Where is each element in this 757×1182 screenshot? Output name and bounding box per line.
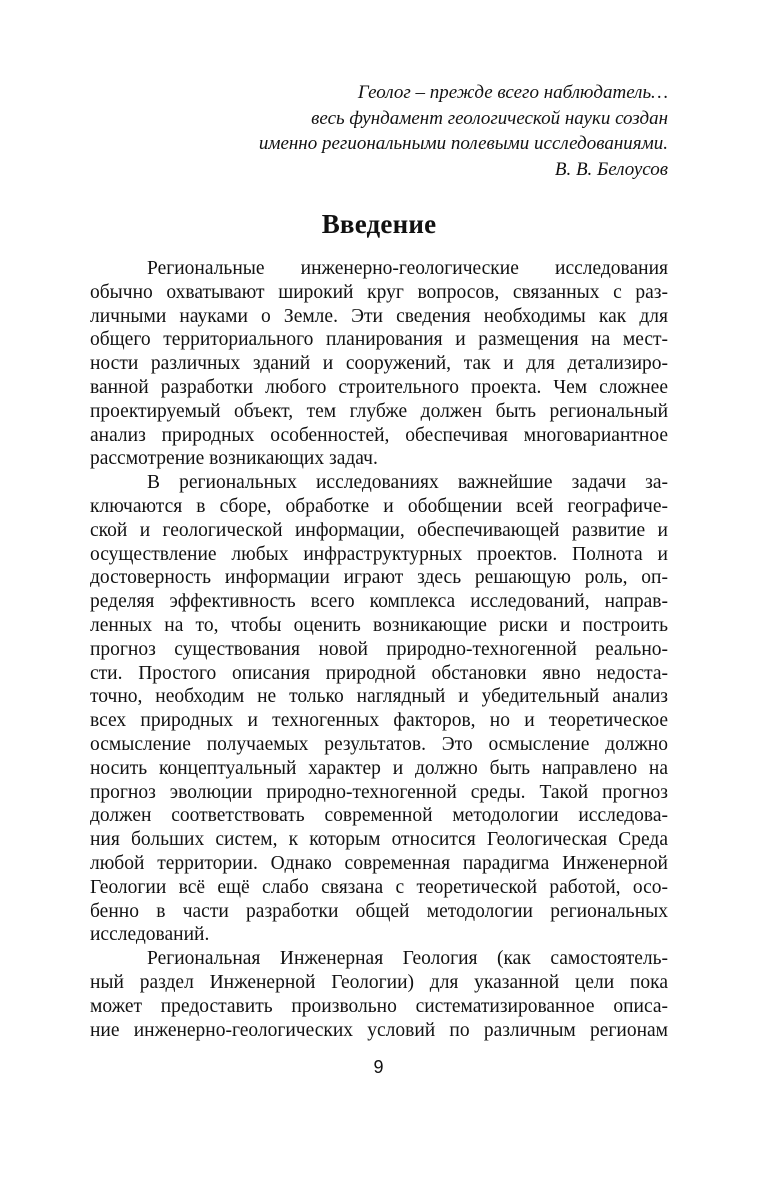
text-line: всех природных и техногенных факторов, но и теоретическое	[90, 710, 668, 732]
text-line: ванной разработки любого строительного проекта. Чем сложнее	[90, 376, 668, 398]
body-text	[90, 257, 668, 1042]
text-line: рассмотрение возникающих задач.	[90, 448, 378, 470]
epigraph-line: весь фундамент геологической науки создан	[311, 107, 668, 129]
text-line: ния больших систем, к которым относится Геологическая Среда	[90, 829, 668, 851]
text-line: бенно в части разработки общей методологии региональных	[90, 900, 668, 922]
text-line: личными науками о Земле. Эти сведения необходимы как для	[90, 305, 668, 327]
text-line: проектируемый объект, тем глубже должен быть региональный	[90, 400, 668, 422]
text-line: прогноз эволюции природно-техногенной среды. Такой прогноз	[90, 781, 668, 803]
text-line: осуществление любых инфраструктурных проектов. Полнота и	[90, 543, 668, 565]
paragraph	[90, 471, 668, 947]
text-line: ный раздел Инженерной Геологии) для указанной цели пока	[90, 971, 668, 993]
page-content	[90, 80, 668, 1042]
text-line: Геологии всё ещё слабо связана с теоретической работой, осо-	[90, 876, 668, 898]
text-line: точно, необходим не только наглядный и убедительный анализ	[90, 686, 668, 708]
text-line: ленных на то, чтобы оценить возникающие риски и построить	[90, 614, 668, 636]
text-line: осмысление получаемых результатов. Это осмысление должно	[90, 733, 668, 755]
text-line: любой территории. Однако современная парадигма Инженерной	[90, 852, 668, 874]
text-line: сти. Простого описания природной обстановки явно недоста-	[90, 662, 668, 684]
epigraph	[90, 80, 668, 182]
chapter-title: Введение	[321, 209, 437, 239]
epigraph-line: Геолог – прежде всего наблюдатель…	[357, 82, 668, 103]
text-line: носить концептуальный характер и должно быть направлено на	[90, 757, 668, 779]
text-line: ние инженерно-геологических условий по различным регионам	[90, 1019, 668, 1041]
page-number: 9	[373, 1057, 384, 1077]
text-line: Региональная Инженерная Геология (как самостоятель-	[147, 948, 668, 970]
text-line: прогноз существования новой природно-техногенной реально-	[90, 638, 668, 660]
text-line: В региональных исследованиях важнейшие задачи за-	[147, 472, 668, 494]
paragraph	[90, 947, 668, 1042]
text-line: ности различных зданий и сооружений, так и для детализиро-	[90, 353, 668, 375]
text-line: достоверность информации играют здесь решающую роль, оп-	[90, 567, 668, 589]
text-line: обычно охватывают широкий круг вопросов, связанных с раз-	[90, 281, 668, 303]
text-line: ределяя эффективность всего комплекса исследований, направ-	[90, 591, 668, 613]
text-line: может предоставить произвольно систематизированное описа-	[90, 995, 668, 1017]
epigraph-line: именно региональными полевыми исследованиями.	[258, 133, 668, 154]
text-line: анализ природных особенностей, обеспечивая многовариантное	[90, 424, 668, 446]
text-line: должен соответствовать современной методологии исследова-	[90, 805, 668, 827]
epigraph-author: В. В. Белоусов	[554, 158, 668, 180]
text-line: ской и геологической информации, обеспечивающей развитие и	[90, 519, 668, 541]
paragraph	[90, 257, 668, 471]
text-line: ключаются в сборе, обработке и обобщении всей географиче-	[90, 495, 668, 517]
text-line: исследований.	[90, 924, 210, 946]
text-line: общего территориального планирования и размещения на мест-	[90, 329, 668, 351]
text-line: Региональные инженерно-геологические исследования	[147, 258, 668, 279]
